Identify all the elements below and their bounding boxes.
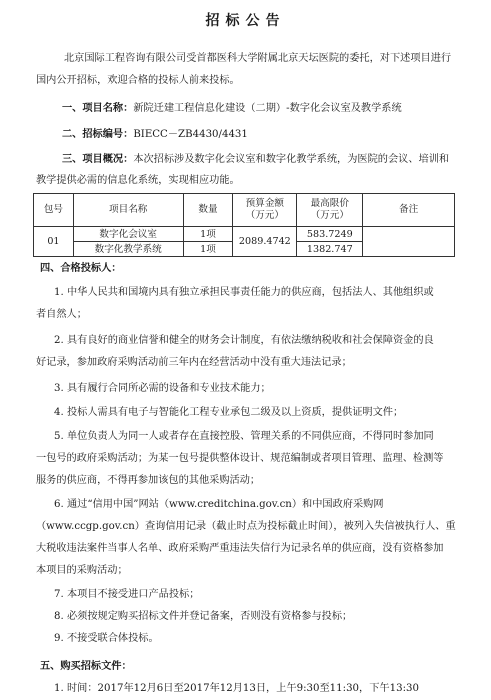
item-name-cell: 数字化教学系统 <box>73 242 183 257</box>
project-no-value: BIECC－ZB4430/4431 <box>133 129 248 140</box>
qualification-1-cont: 者自然人； <box>36 309 87 320</box>
qty-cell: 1项 <box>183 242 233 257</box>
project-no-row <box>62 128 248 142</box>
header-pkg: 包号 <box>34 194 74 227</box>
note-cell <box>363 227 455 257</box>
overview-line-1: 本次招标涉及数字化会议室和数字化教学系统，为医院的会议、培训和 <box>133 154 450 165</box>
max-price-cell: 1382.747 <box>297 242 363 257</box>
header-max-line-2: （万元） <box>310 210 349 221</box>
table-row <box>34 227 455 242</box>
header-item: 项目名称 <box>73 194 183 227</box>
project-name-value: 新院迁建工程信息化建设（二期）-数字化会议室及教学系统 <box>133 103 402 114</box>
items-table <box>33 193 455 257</box>
page-title: 招标公告 <box>205 13 286 29</box>
qualification-6-cont-2: 大税收违法案件当事人名单、政府采购严重违法失信行为记录名单的供应商，没有资格参加 <box>36 543 444 554</box>
project-no-label: 二、招标编号： <box>62 129 134 140</box>
qualification-6-cont-3: 本项目的采购活动； <box>36 565 128 576</box>
overview-line-2: 教学提供必需的信息化系统，实现相应功能。 <box>36 175 240 186</box>
intro-line-2: 国内公开招标，欢迎合格的投标人前来投标。 <box>36 75 240 86</box>
qualifications-heading-text: 四、合格投标人： <box>40 263 122 274</box>
purchase-heading <box>40 660 132 674</box>
qualification-8: 8. 必须按规定购买招标文件并登记备案，否则没有资格参与投标； <box>54 611 353 622</box>
header-budget-line-2: （万元） <box>245 210 285 221</box>
header-qty: 数量 <box>183 194 233 227</box>
table-header-row <box>34 194 455 227</box>
header-note: 备注 <box>363 194 455 227</box>
qualification-7: 7. 本项目不接受进口产品投标； <box>54 589 200 600</box>
budget-cell: 2089.4742 <box>233 227 297 257</box>
qualification-5: 5. 单位负责人为同一人或者存在直接控股、管理关系的不同供应商，不得同时参加同 <box>54 431 434 442</box>
qualification-5-cont-2: 服务的供应商，不得再参加该包的其他采购活动； <box>36 475 261 486</box>
qualification-3: 3. 具有履行合同所必需的设备和专业技术能力； <box>54 383 271 394</box>
header-max-price <box>297 194 363 227</box>
overview-label: 三、项目概况： <box>62 154 134 165</box>
qualification-1: 1. 中华人民共和国境内具有独立承担民事责任能力的供应商，包括法人、其他组织或 <box>54 287 434 298</box>
qualification-5-cont-1: 一包号的政府采购活动；为某一包号提供整体设计、规范编制或者项目管理、监理、检测等 <box>36 453 444 464</box>
qty-cell: 1项 <box>183 227 233 242</box>
header-budget-line-1: 预算金额 <box>245 198 285 209</box>
qualification-2-cont: 好记录，参加政府采购活动前三年内在经营活动中没有重大违法记录； <box>36 357 352 368</box>
project-name-label: 一、项目名称： <box>62 103 134 114</box>
header-max-line-1: 最高限价 <box>310 198 349 209</box>
qualification-9: 9. 不接受联合体投标。 <box>54 633 159 644</box>
pkg-number-cell: 01 <box>34 227 74 257</box>
item-name-cell: 数字化会议室 <box>73 227 183 242</box>
header-budget <box>233 194 297 227</box>
qualification-6: 6. 通过“信用中国”网站（www.creditchina.gov.cn）和中国政府采购网 <box>54 499 384 510</box>
project-name-row <box>62 102 402 116</box>
qualification-2: 2. 具有良好的商业信誉和健全的财务会计制度，有依法缴纳税收和社会保障资金的良 <box>54 335 434 346</box>
qualification-6-cont-1: （www.ccgp.gov.cn）查询信用记录（截止时点为投标截止时间），被列入失信被执行人、重 <box>36 521 456 532</box>
max-price-cell: 583.7249 <box>297 227 363 242</box>
intro-line-1: 北京国际工程咨询有限公司受首都医科大学附属北京天坛医院的委托，对下述项目进行 <box>64 53 452 64</box>
purchase-item-1: 1. 时间：2017年12月6日至2017年12月13日，上午9:30至11:30，下午13:30 <box>54 683 419 694</box>
qualifications-heading <box>40 262 122 276</box>
overview-row <box>62 153 449 167</box>
purchase-heading-text: 五、购买招标文件： <box>40 661 132 672</box>
qualification-4: 4. 投标人需具有电子与智能化工程专业承包二级及以上资质，提供证明文件； <box>54 407 404 418</box>
